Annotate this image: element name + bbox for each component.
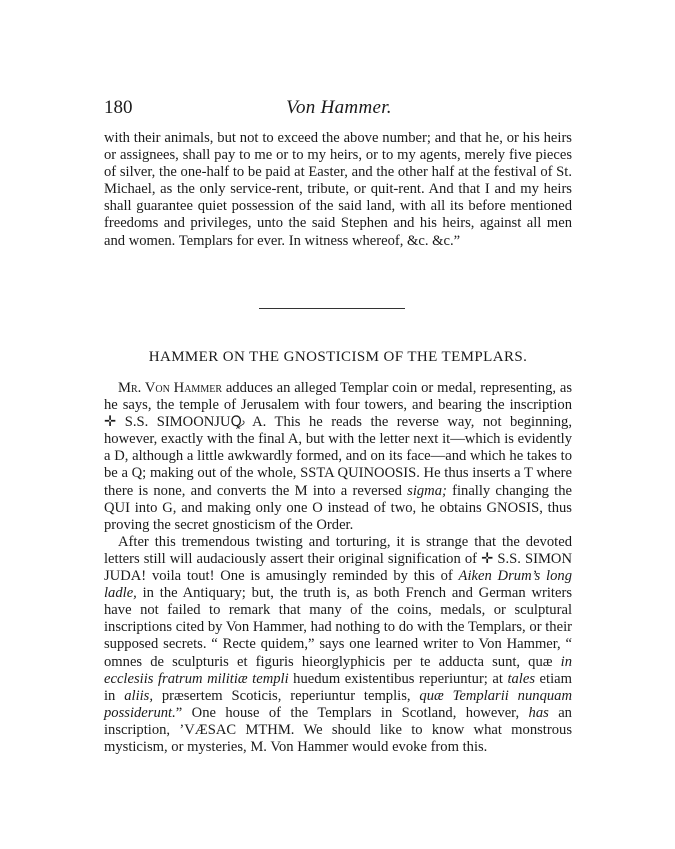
continuation-text: with their animals, but not to exceed the above number; and that he, or his heirs or assignees, shall pay to me or to my heirs, or to my agents, merely five pieces of silver, the one-half to be paid at Easter, and the other half at the festival of St. Michael, as the only service-rent, tribute, or quit-rent. And that I and my heirs shall guarantee quiet possession of the said land, with all its before mentioned freedoms and privileges, unto the said Stephen and his heirs, against all men and women. Templars for ever. In witness whereof, &c. &c.” [104, 130, 572, 249]
paragraph-coin: Mr. Von Hammer adduces an alleged Templar coin or medal, representing, as he says, the temple of Jerusalem with four towers, and bearing the inscription ✛ S.S. SIMOONJUꝘ A. This he reads the reverse way, not beginning, however, exactly with the final A, but with the letter next it—which is evidently a D, although a little awkwardly formed, and on its face—and which he takes to be a Q; making out of the whole, SSTA QUINOOSIS. He thus inserts a T where there is none, and converts the M into a reversed sigma; finally changing the QUI into G, and making only one O instead of two, he obtains GNOSIS, thus proving the secret gnosticism of the Order. [104, 380, 573, 533]
author-name: Mr. Von Hammer [118, 380, 222, 396]
section-heading: HAMMER ON THE GNOSTICISM OF THE TEMPLARS. [148, 349, 528, 365]
running-head: Von Hammer. [286, 97, 392, 118]
section-divider [259, 308, 405, 309]
continuation-paragraph [104, 130, 572, 250]
paragraph-critique: After this tremendous twisting and torturing, it is strange that the devoted letters still will audaciously assert their original signification of ✛ S.S. SIMON JUDA! voila tout! One is amusingly reminded by this of Aiken Drum’s long ladle, in the Antiquary; but, the truth is, as both French and German writers have not failed to remark that many of the coins, medals, or sculptural inscriptions cited by Von Hammer, had nothing to do with the Templars, or their supposed secrets. “ Recte quidem,” says one learned writer to Von Hammer, “ omnes de sculpturis et figuris hieorglyphicis per te adducta sunt, quæ in ecclesiis fratrum militiæ templi huedum existentibus reperiuntur; at tales etiam in aliis, præsertem Scoticis, reperiuntur templis, quæ Templarii nunquam possiderunt.” One house of the Templars in Scotland, however, has an inscription, ’VÆSAC MTHM. We should like to know what monstrous mysticism, or mysteries, M. Von Hammer would evoke from this. [104, 533, 572, 755]
section-body [104, 380, 572, 756]
italic-sigma: sigma; [407, 482, 447, 499]
page-header [104, 97, 574, 121]
italic-aiken-drum: Aiken Drum’s long ladle, [104, 568, 572, 602]
page-number: 180 [104, 97, 133, 118]
